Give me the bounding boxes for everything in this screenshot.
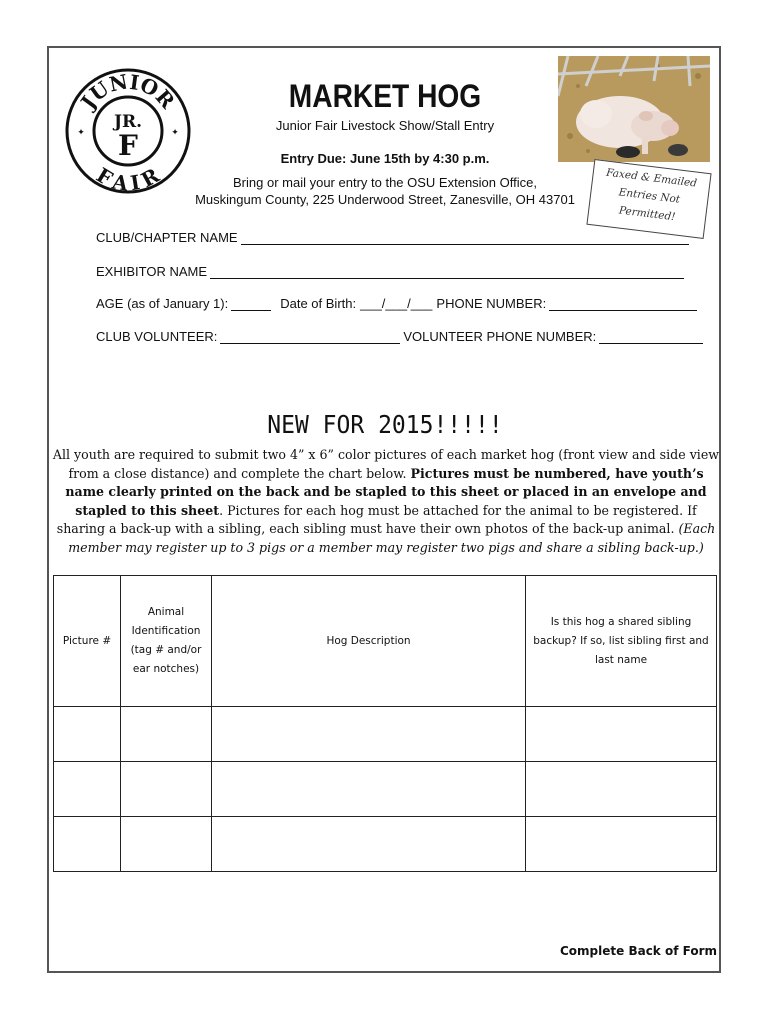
volunteer-input-line[interactable] <box>220 330 400 344</box>
exhibitor-input-line[interactable] <box>210 265 684 279</box>
table-row <box>54 817 717 872</box>
hog-photo <box>558 56 710 162</box>
age-label: AGE (as of January 1): <box>96 296 229 311</box>
junior-fair-logo <box>64 67 192 195</box>
entry-due: Entry Due: June 15th by 4:30 p.m. <box>280 151 490 166</box>
notice-text-bold: Pictures must be numbered, have youth’s name clearly printed on the back and be stapled to this sheet or placed in an envelope and stapled to this sheet <box>65 465 707 518</box>
stamp-line-3: Permitted! <box>618 204 677 224</box>
logo-star-right-icon: ✦ <box>171 127 179 137</box>
cell-description[interactable] <box>212 762 526 817</box>
col-sibling-line-1: Is this hog a shared sibling <box>550 615 692 628</box>
col-sibling-backup <box>526 576 717 707</box>
col-animal-id-line-4: ear notches) <box>132 663 200 675</box>
mail-line-1: Bring or mail your entry to the OSU Extension Office, <box>233 175 537 190</box>
notice-heading: NEW FOR 2015!!!!! <box>267 410 503 439</box>
notice-text-2: . Pictures for each hog must be attached for the animal to be registered. If sharing a back-up with a sibling, each sibling must have their own photos of the back-up animal. <box>56 502 697 536</box>
svg-text:JUNIOR <box>75 69 180 114</box>
phone-label: PHONE NUMBER: <box>436 296 547 311</box>
logo-star-left-icon: ✦ <box>77 127 85 137</box>
dob-label: Date of Birth: <box>280 296 357 311</box>
cell-sibling[interactable] <box>526 817 717 872</box>
notice-text-italic: (Each member may register up to 3 pigs or a member may register two pigs and share a sibling back-up.) <box>68 521 716 555</box>
club-input-line[interactable] <box>241 231 689 245</box>
volunteer-field-row <box>96 329 706 344</box>
exhibitor-field-row <box>96 264 687 279</box>
mailing-instructions <box>195 174 575 208</box>
cell-picture[interactable] <box>54 707 121 762</box>
logo-bottom-text: FAIR <box>92 162 164 195</box>
cell-description[interactable] <box>212 707 526 762</box>
cell-picture[interactable] <box>54 762 121 817</box>
col-animal-id-line-2: Identification <box>131 625 201 637</box>
volunteer-phone-input-line[interactable] <box>599 330 703 344</box>
cell-animal-id[interactable] <box>121 707 212 762</box>
age-input-line[interactable] <box>231 297 271 311</box>
club-field-row <box>96 230 692 245</box>
col-picture-number: Picture # <box>54 576 121 707</box>
phone-input-line[interactable] <box>549 297 697 311</box>
notice-paragraph <box>52 446 720 557</box>
age-field-row <box>96 296 700 311</box>
logo-monogram-bottom: F <box>118 129 138 162</box>
svg-text:FAIR <box>92 163 163 195</box>
logo-monogram-top: JR. <box>113 112 143 132</box>
exhibitor-label: EXHIBITOR NAME <box>96 264 208 279</box>
logo-top-text: JUNIOR <box>75 69 180 114</box>
hog-entry-table <box>53 575 717 872</box>
table-row <box>54 762 717 817</box>
table-row <box>54 707 717 762</box>
col-animal-id <box>121 576 212 707</box>
cell-animal-id[interactable] <box>121 762 212 817</box>
col-sibling-line-2: backup? If so, list sibling first and <box>533 634 709 647</box>
notice-text-1: All youth are required to submit two 4” x 6” color pictures of each market hog (front view and side view from a close distance) and complete the chart below. <box>52 447 720 481</box>
stamp-line-1: Faxed & Emailed <box>605 166 698 190</box>
stamp-line-2: Entries Not <box>618 186 681 206</box>
form-subtitle: Junior Fair Livestock Show/Stall Entry <box>275 118 495 133</box>
col-hog-description: Hog Description <box>212 576 526 707</box>
dob-input[interactable]: ___/___/___ <box>360 296 433 311</box>
mail-line-2: Muskingum County, 225 Underwood Street, Zanesville, OH 43701 <box>195 192 575 207</box>
cell-sibling[interactable] <box>526 762 717 817</box>
cell-picture[interactable] <box>54 817 121 872</box>
cell-description[interactable] <box>212 817 526 872</box>
form-title: MARKET HOG <box>288 78 482 114</box>
volunteer-label: CLUB VOLUNTEER: <box>96 329 218 344</box>
volunteer-phone-label: VOLUNTEER PHONE NUMBER: <box>403 329 597 344</box>
club-label: CLUB/CHAPTER NAME <box>96 230 238 245</box>
col-animal-id-line-1: Animal <box>147 606 185 618</box>
col-animal-id-line-3: (tag # and/or <box>130 644 202 656</box>
col-sibling-line-3: last name <box>594 653 648 666</box>
fax-email-stamp <box>586 159 711 239</box>
table-header-row <box>54 576 717 707</box>
cell-animal-id[interactable] <box>121 817 212 872</box>
footer-note: Complete Back of Form <box>560 944 717 958</box>
cell-sibling[interactable] <box>526 707 717 762</box>
